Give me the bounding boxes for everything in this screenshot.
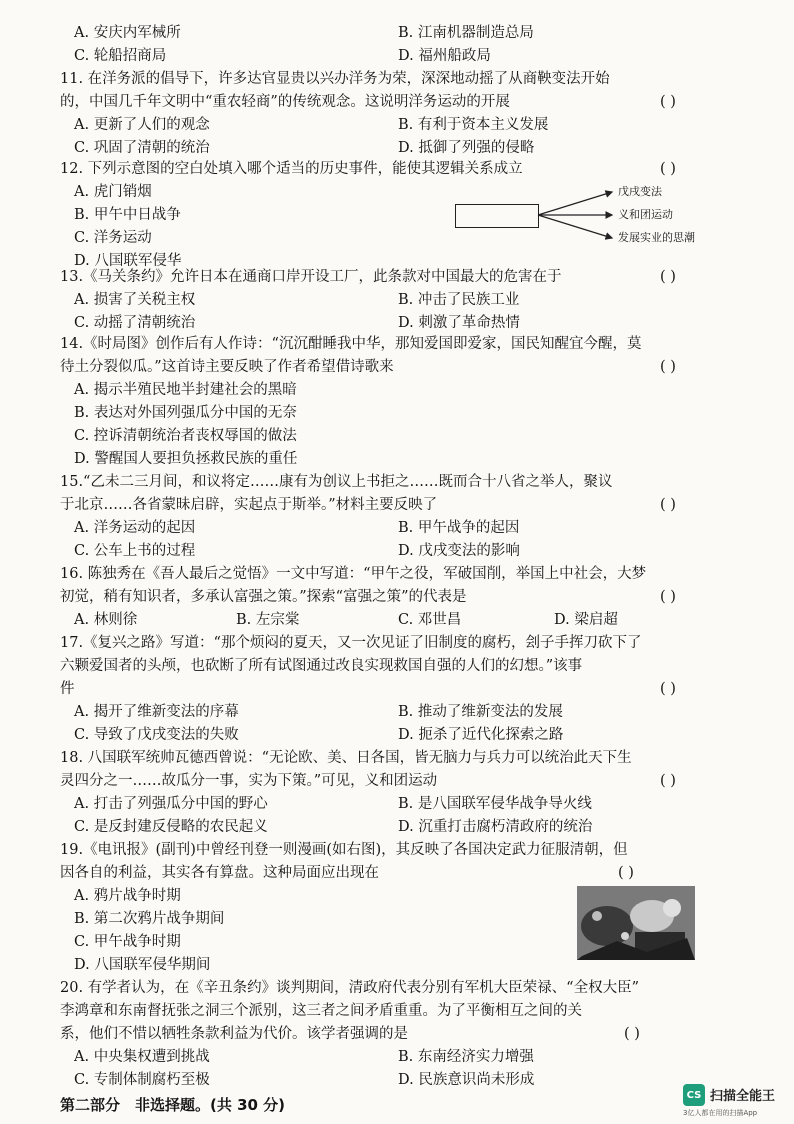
q20-option-a: A. 中央集权遭到挑战 xyxy=(74,1049,210,1065)
q10-option-a: A. 安庆内军械所 xyxy=(74,25,181,41)
q13-option-d: D. 刺激了革命热情 xyxy=(398,315,520,331)
q17-option-b: B. 推动了维新变法的发展 xyxy=(398,704,563,720)
q19-option-b: B. 第二次鸦片战争期间 xyxy=(74,911,225,927)
camscanner-tagline: 3亿人都在用的扫描App xyxy=(683,1109,758,1117)
q16-answer-paren: ( ) xyxy=(660,589,676,605)
q16-option-d: D. 梁启超 xyxy=(554,612,618,628)
q16-option-c: C. 邓世昌 xyxy=(398,612,462,628)
q12-option-b: B. 甲午中日战争 xyxy=(74,207,181,223)
q20-stem-line1: 20. 有学者认为，在《辛丑条约》谈判期间，清政府代表分别有军机大臣荣禄、“全权大臣” xyxy=(60,980,639,996)
camscanner-logo-icon: CS xyxy=(683,1084,705,1106)
q16-stem-line1: 16. 陈独秀在《吾人最后之觉悟》一文中写道：“甲午之役，军破国削，举国上中社会，大梦 xyxy=(60,566,647,582)
q12-option-d: D. 八国联军侵华 xyxy=(74,253,182,269)
q20-stem-line3: 系，他们不惜以牺牲条款利益为代价。该学者强调的是 xyxy=(60,1026,408,1042)
q11-option-b: B. 有利于资本主义发展 xyxy=(398,117,549,133)
q15-stem-line2: 于北京……各省蒙昧启辟，实起点于斯举。”材料主要反映了 xyxy=(60,497,438,513)
q15-stem-line1: 15.“乙未二三月间，和议将定……康有为创议上书拒之……既而合十八省之举人，聚议 xyxy=(60,474,613,490)
q15-option-d: D. 戊戌变法的影响 xyxy=(398,543,520,559)
q18-option-c: C. 是反封建反侵略的农民起义 xyxy=(74,819,268,835)
q10-option-c: C. 轮船招商局 xyxy=(74,48,167,64)
q19-stem-line2: 因各自的利益，其实各有算盘。这种局面应出现在 xyxy=(60,865,379,881)
q13-option-a: A. 损害了关税主权 xyxy=(74,292,196,308)
q12-option-a: A. 虎门销烟 xyxy=(74,184,152,200)
q20-answer-paren: ( ) xyxy=(624,1026,640,1042)
q14-option-d: D. 警醒国人要担负拯救民族的重任 xyxy=(74,451,298,467)
q11-answer-paren: ( ) xyxy=(660,94,676,110)
q12-diagram-arrows xyxy=(536,180,616,250)
q15-answer-paren: ( ) xyxy=(660,497,676,513)
q18-option-d: D. 沉重打击腐朽清政府的统治 xyxy=(398,819,593,835)
q14-option-c: C. 控诉清朝统治者丧权辱国的做法 xyxy=(74,428,297,444)
section-2-title: 第二部分 非选择题。(共 30 分) xyxy=(60,1096,286,1114)
q18-stem-line2: 灵四分之一……故瓜分一事，实为下策。”可见，义和团运动 xyxy=(60,773,438,789)
q18-option-b: B. 是八国联军侵华战争导火线 xyxy=(398,796,592,812)
q15-option-c: C. 公车上书的过程 xyxy=(74,543,196,559)
q11-stem-line1: 11. 在洋务派的倡导下，许多达官显贵以兴办洋务为荣，深深地动摇了从商鞅变法开始 xyxy=(60,71,610,87)
q15-option-a: A. 洋务运动的起因 xyxy=(74,520,196,536)
q19-option-c: C. 甲午战争时期 xyxy=(74,934,181,950)
q12-diagram-label-3: 发展实业的思潮 xyxy=(618,231,695,244)
q13-answer-paren: ( ) xyxy=(660,269,676,285)
q11-stem-line2: 的，中国几千年文明中“重农轻商”的传统观念。这说明洋务运动的开展 xyxy=(60,94,510,110)
q12-option-c: C. 洋务运动 xyxy=(74,230,152,246)
q20-stem-line2: 李鸿章和东南督抚张之洞三个派别，这三者之间矛盾重重。为了平衡相互之间的关 xyxy=(60,1003,582,1019)
q18-option-a: A. 打击了列强瓜分中国的野心 xyxy=(74,796,268,812)
q12-answer-paren: ( ) xyxy=(660,161,676,177)
q19-answer-paren: ( ) xyxy=(618,865,634,881)
q20-option-d: D. 民族意识尚未形成 xyxy=(398,1072,535,1088)
q12-diagram-label-2: 义和团运动 xyxy=(618,208,673,221)
q19-option-d: D. 八国联军侵华期间 xyxy=(74,957,211,973)
q14-stem-line2: 待土分裂似瓜。”这首诗主要反映了作者希望借诗歌来 xyxy=(60,359,394,375)
q13-option-c: C. 动摇了清朝统治 xyxy=(74,315,196,331)
q12-diagram-label-1: 戊戌变法 xyxy=(618,185,662,198)
q11-option-d: D. 抵御了列强的侵略 xyxy=(398,140,535,156)
q17-option-a: A. 揭开了维新变法的序幕 xyxy=(74,704,239,720)
q13-stem-line1: 13.《马关条约》允许日本在通商口岸开设工厂，此条款对中国最大的危害在于 xyxy=(60,269,562,285)
q10-option-b: B. 江南机器制造总局 xyxy=(398,25,534,41)
q10-option-d: D. 福州船政局 xyxy=(398,48,491,64)
q11-option-a: A. 更新了人们的观念 xyxy=(74,117,210,133)
q20-option-c: C. 专制体制腐朽至极 xyxy=(74,1072,210,1088)
q16-option-a: A. 林则徐 xyxy=(74,612,138,628)
q16-stem-line2: 初觉，稍有知识者，多承认富强之策。”探索“富强之策”的代表是 xyxy=(60,589,467,605)
q12-diagram-blank-box xyxy=(455,204,539,228)
q15-option-b: B. 甲午战争的起因 xyxy=(398,520,520,536)
q11-option-c: C. 巩固了清朝的统治 xyxy=(74,140,210,156)
q14-stem-line1: 14.《时局图》创作后有人作诗：“沉沉酣睡我中华，那知爱国即爱家，国民知醒宜今醒，莫 xyxy=(60,336,642,352)
q19-stem-line1: 19.《电讯报》(副刊)中曾经刊登一则漫画(如右图)，其反映了各国决定武力征服清朝，但 xyxy=(60,842,628,858)
q14-answer-paren: ( ) xyxy=(660,359,676,375)
q17-option-d: D. 扼杀了近代化探索之路 xyxy=(398,727,564,743)
q12-stem-line1: 12. 下列示意图的空白处填入哪个适当的历史事件，能使其逻辑关系成立 xyxy=(60,161,523,177)
q17-answer-paren: ( ) xyxy=(660,681,676,697)
q19-cartoon-image xyxy=(577,886,695,960)
q17-stem-line3: 件 xyxy=(60,681,75,697)
q17-stem-line2: 六颗爱国者的头颅，也砍断了所有试图通过改良实现救国自强的人们的幻想。”该事 xyxy=(60,658,583,674)
q14-option-b: B. 表达对外国列强瓜分中国的无奈 xyxy=(74,405,297,421)
q13-option-b: B. 冲击了民族工业 xyxy=(398,292,520,308)
q20-option-b: B. 东南经济实力增强 xyxy=(398,1049,534,1065)
q18-stem-line1: 18. 八国联军统帅瓦德西曾说：“无论欧、美、日各国，皆无脑力与兵力可以统治此天下生 xyxy=(60,750,632,766)
q17-option-c: C. 导致了戊戌变法的失败 xyxy=(74,727,239,743)
q16-option-b: B. 左宗棠 xyxy=(236,612,300,628)
q14-option-a: A. 揭示半殖民地半封建社会的黑暗 xyxy=(74,382,297,398)
q19-option-a: A. 鸦片战争时期 xyxy=(74,888,181,904)
q17-stem-line1: 17.《复兴之路》写道：“那个烦闷的夏天，又一次见证了旧制度的腐朽，刽子手挥刀砍下了 xyxy=(60,635,642,651)
q18-answer-paren: ( ) xyxy=(660,773,676,789)
camscanner-name: 扫描全能王 xyxy=(710,1089,776,1104)
